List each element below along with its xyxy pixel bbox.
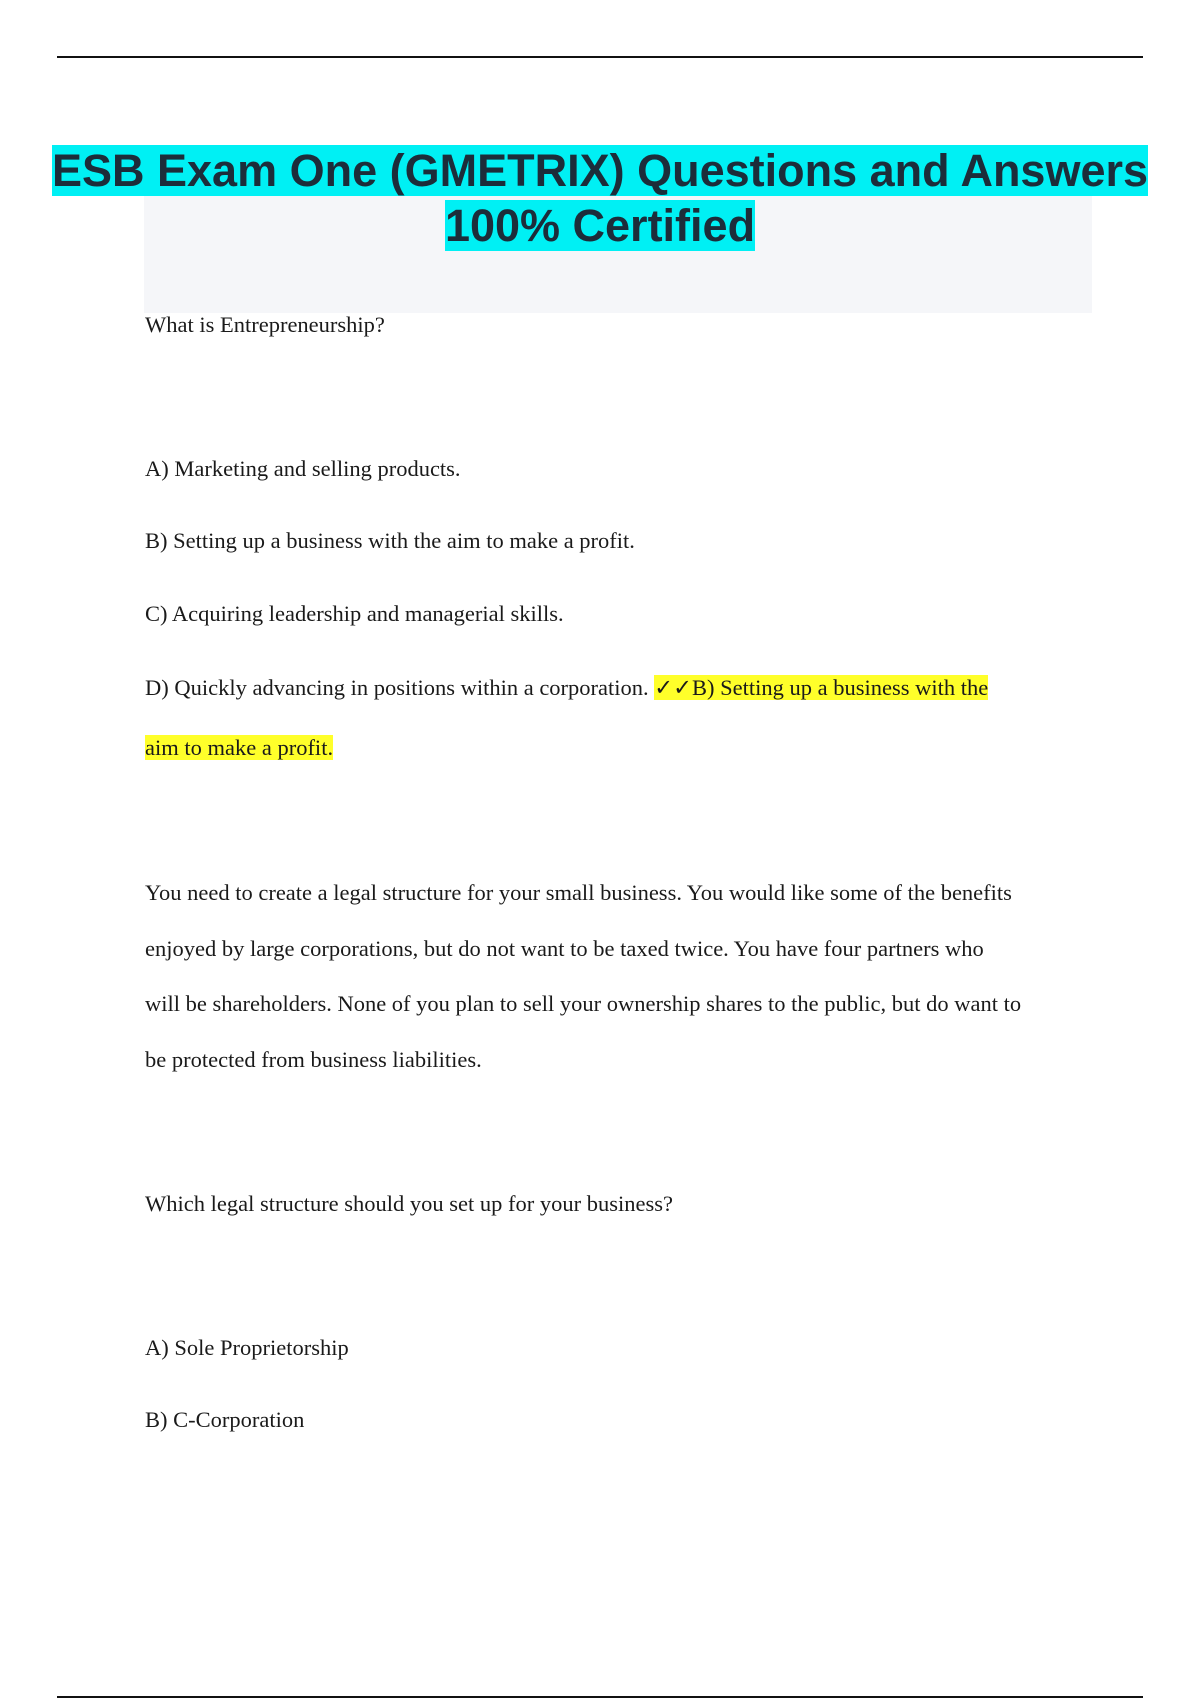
question-2-option-b: B) C-Corporation bbox=[145, 1407, 305, 1432]
question-1-answer-line-2: aim to make a profit. bbox=[145, 735, 334, 760]
question-2-scenario-line: You need to create a legal structure for your small business. You would like some of the benefits bbox=[145, 880, 1012, 905]
bottom-rule bbox=[57, 1696, 1143, 1698]
question-1-option-d-row bbox=[145, 673, 988, 703]
question-2-prompt: Which legal structure should you set up for your business? bbox=[145, 1191, 674, 1216]
question-1-answer-line-1: ✓✓B) Setting up a business with the bbox=[654, 675, 989, 700]
top-rule bbox=[57, 56, 1143, 58]
question-1-answer-row-2 bbox=[145, 733, 333, 763]
question-1-option-a: A) Marketing and selling products. bbox=[145, 456, 461, 481]
question-1-option-b: B) Setting up a business with the aim to make a profit. bbox=[145, 528, 635, 553]
question-1-option-d: D) Quickly advancing in positions within a corporation. bbox=[145, 675, 649, 700]
title-container bbox=[0, 143, 1200, 253]
question-1-option-c: C) Acquiring leadership and managerial skills. bbox=[145, 601, 564, 626]
question-2-option-a: A) Sole Proprietorship bbox=[145, 1335, 349, 1360]
question-2-scenario-line: will be shareholders. None of you plan to sell your ownership shares to the public, but do want to bbox=[145, 991, 1022, 1016]
question-2-scenario-line: be protected from business liabilities. bbox=[145, 1047, 482, 1072]
question-2-scenario-line: enjoyed by large corporations, but do not want to be taxed twice. You have four partners who bbox=[145, 936, 984, 961]
question-1-prompt: What is Entrepreneurship? bbox=[145, 312, 385, 337]
document-title: ESB Exam One (GMETRIX) Questions and Answers 100% Certified bbox=[51, 145, 1149, 251]
